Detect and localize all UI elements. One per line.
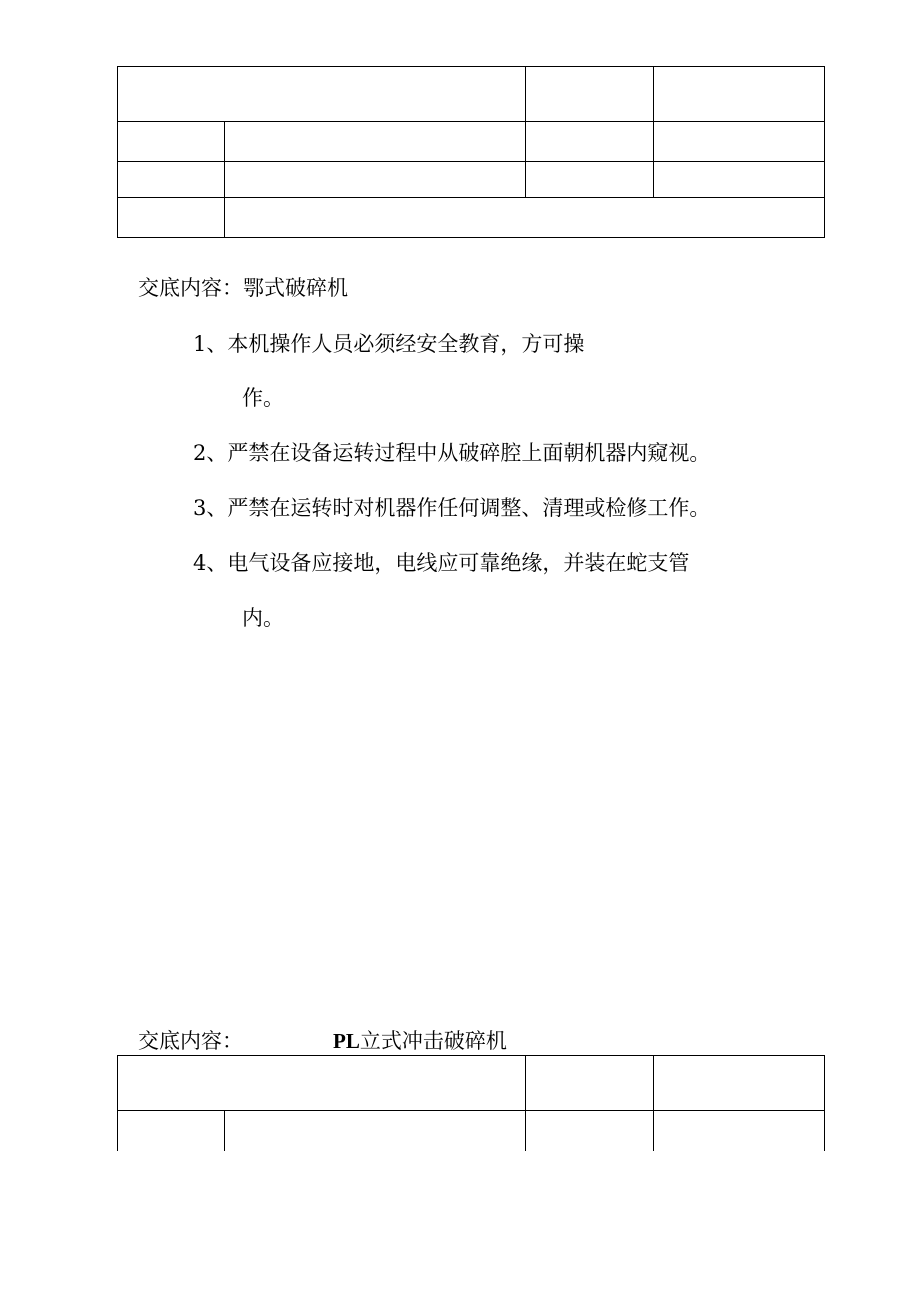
table-divider: [224, 121, 225, 237]
heading-label: 交底内容：: [138, 276, 243, 300]
list-item: 3、严禁在运转时对机器作任何调整、清理或检修工作。: [193, 496, 711, 520]
list-item: 2、严禁在设备运转过程中从破碎腔上面朝机器内窥视。: [193, 441, 711, 465]
heading-value: 立式冲击破碎机: [359, 1029, 507, 1053]
section-heading: [138, 1027, 243, 1055]
table-divider: [224, 1110, 225, 1151]
list-item-continuation: 作。: [242, 386, 284, 410]
list-item: 1、本机操作人员必须经安全教育，方可操: [193, 332, 585, 356]
heading-value: 鄂式破碎机: [243, 276, 348, 300]
table-divider: [653, 1056, 654, 1151]
list-item: 4、电气设备应接地，电线应可靠绝缘，并装在蛇支管: [193, 551, 690, 575]
heading-prefix: PL: [333, 1029, 360, 1053]
table-divider: [525, 1056, 526, 1151]
section-heading: [138, 274, 348, 302]
form-table-bottom: [117, 1055, 825, 1151]
heading-label: 交底内容：: [138, 1029, 243, 1053]
list-item-continuation: 内。: [242, 606, 284, 630]
table-divider: [653, 67, 654, 197]
table-divider: [525, 67, 526, 197]
form-table-top: [117, 66, 825, 238]
section-heading-title: [333, 1027, 507, 1055]
